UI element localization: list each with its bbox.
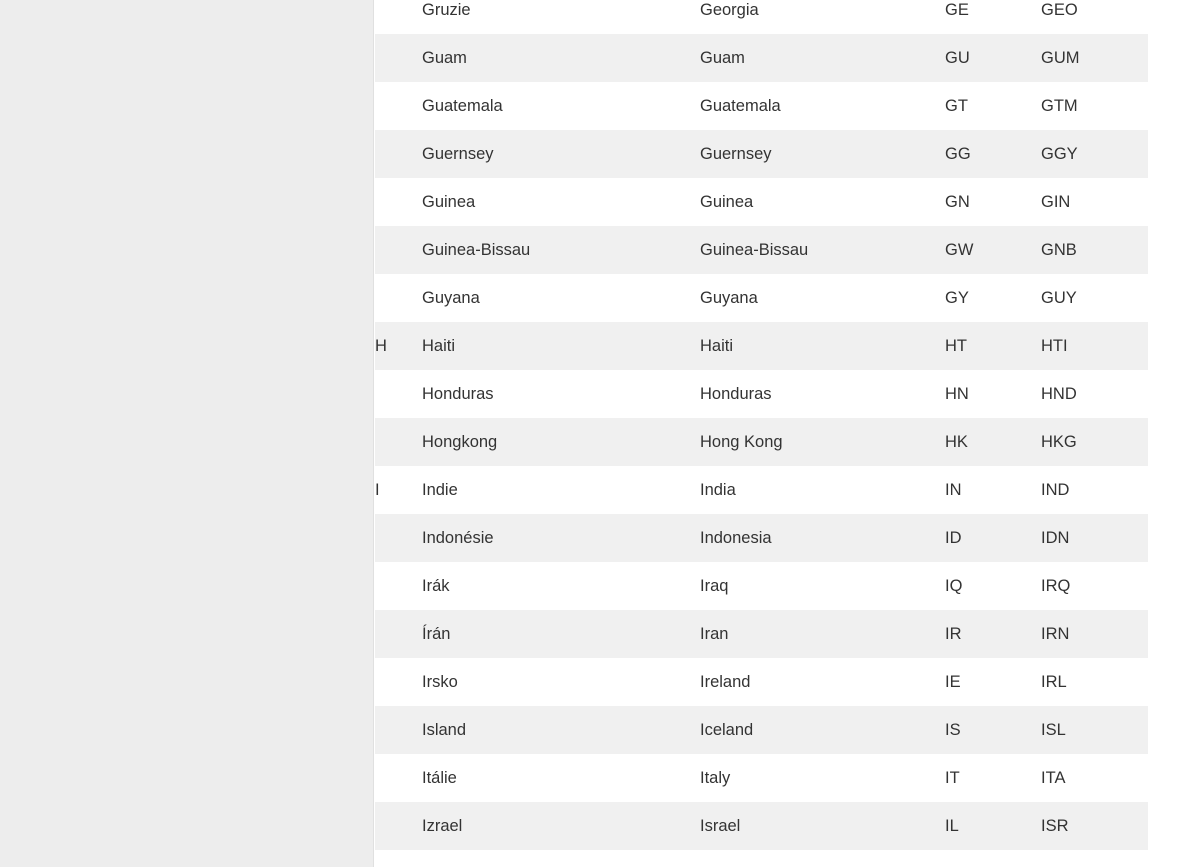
row-letter-index: I [375,480,380,499]
row-letter-index [375,754,422,802]
table-row [375,802,1148,850]
country-code-alpha3: GNB [1041,240,1077,259]
country-code-alpha2: HN [945,384,969,403]
table-row [375,754,1148,802]
country-code-alpha3: GEO [1041,0,1078,19]
country-code-alpha3: HTI [1041,336,1068,355]
left-gutter-panel [0,0,374,867]
row-letter-index [375,418,422,466]
country-name-en: Israel [700,816,741,835]
country-name-en: Guinea-Bissau [700,240,809,259]
row-letter-index [375,274,422,322]
table-row [375,370,1148,418]
country-code-alpha3: HKG [1041,432,1077,451]
row-letter-index [375,82,422,130]
row-letter-index [375,226,422,274]
row-letter-index [375,514,422,562]
country-name-en: Haiti [700,336,734,355]
country-code-alpha3: IRN [1041,624,1070,643]
country-name-en: Honduras [700,384,772,403]
table-row [375,274,1148,322]
country-code-alpha2: IS [945,720,961,739]
country-code-alpha3: GUY [1041,288,1077,307]
row-letter-index [375,658,422,706]
country-name-cs: Irák [422,576,450,595]
country-name-cs: Irsko [422,672,458,691]
country-code-alpha2: IR [945,624,962,643]
country-name-en: Ireland [700,672,751,691]
row-letter-index [375,610,422,658]
country-name-en: Iraq [700,576,729,595]
country-name-cs: Izrael [422,816,463,835]
country-code-alpha3: IRQ [1041,576,1071,595]
country-code-alpha2: HK [945,432,968,451]
country-code-alpha2: IL [945,816,959,835]
country-code-alpha2: IQ [945,576,963,595]
right-gutter-panel [1148,0,1177,867]
country-name-cs: Guernsey [422,144,494,163]
country-code-alpha3: GTM [1041,96,1078,115]
country-code-alpha2: GN [945,192,970,211]
table-row [375,322,1148,370]
country-name-en: Indonesia [700,528,772,547]
country-code-alpha3: ISR [1041,816,1069,835]
country-name-en: India [700,480,736,499]
country-code-alpha3: GUM [1041,48,1080,67]
country-code-alpha2: IT [945,768,960,787]
country-code-alpha2: GE [945,0,969,19]
table-row [375,514,1148,562]
table-row [375,0,1148,34]
country-name-en: Guam [700,48,745,67]
country-name-cs: Itálie [422,768,457,787]
country-code-alpha3: IDN [1041,528,1070,547]
country-name-cs: Guinea-Bissau [422,240,531,259]
country-name-cs: Guinea [422,192,476,211]
country-name-en: Iran [700,624,729,643]
country-name-cs: Hongkong [422,432,498,451]
country-code-alpha3: HND [1041,384,1077,403]
country-table-body [375,0,1148,850]
country-code-alpha2: ID [945,528,962,547]
country-name-cs: Guam [422,48,467,67]
row-letter-index [375,370,422,418]
country-name-en: Guinea [700,192,754,211]
row-letter-index [375,130,422,178]
country-code-alpha3: ITA [1041,768,1066,787]
country-code-alpha3: ISL [1041,720,1066,739]
country-name-en: Iceland [700,720,754,739]
country-code-alpha2: GT [945,96,968,115]
row-letter-index [375,34,422,82]
table-row [375,130,1148,178]
country-name-cs: Island [422,720,467,739]
table-row [375,226,1148,274]
country-name-en: Guyana [700,288,758,307]
row-letter-index [375,562,422,610]
country-name-en: Hong Kong [700,432,783,451]
country-code-alpha2: GW [945,240,974,259]
country-name-cs: Haiti [422,336,456,355]
row-letter-index [375,0,422,34]
country-code-alpha3: IND [1041,480,1070,499]
country-name-cs: Indie [422,480,458,499]
table-row [375,418,1148,466]
country-name-en: Guatemala [700,96,781,115]
country-name-cs: Írán [422,624,451,643]
country-code-alpha2: GY [945,288,969,307]
row-letter-index [375,178,422,226]
table-row [375,706,1148,754]
table-row [375,658,1148,706]
country-code-alpha3: IRL [1041,672,1067,691]
country-name-en: Guernsey [700,144,772,163]
country-code-alpha2: IE [945,672,961,691]
table-row [375,562,1148,610]
country-name-en: Italy [700,768,731,787]
country-name-cs: Indonésie [422,528,494,547]
country-code-alpha2: GG [945,144,971,163]
country-code-table [375,0,1148,850]
row-letter-index [375,706,422,754]
country-code-alpha2: IN [945,480,962,499]
table-row [375,610,1148,658]
country-code-alpha2: GU [945,48,970,67]
table-row [375,82,1148,130]
country-name-cs: Guatemala [422,96,503,115]
country-code-alpha3: GIN [1041,192,1071,211]
table-row [375,34,1148,82]
table-row [375,466,1148,514]
country-name-en: Georgia [700,0,759,19]
country-table-container [375,0,1148,867]
country-code-alpha2: HT [945,336,967,355]
country-name-cs: Gruzie [422,0,471,19]
row-letter-index [375,802,422,850]
country-name-cs: Guyana [422,288,480,307]
country-code-alpha3: GGY [1041,144,1078,163]
row-letter-index: H [375,336,387,355]
table-row [375,178,1148,226]
country-name-cs: Honduras [422,384,494,403]
